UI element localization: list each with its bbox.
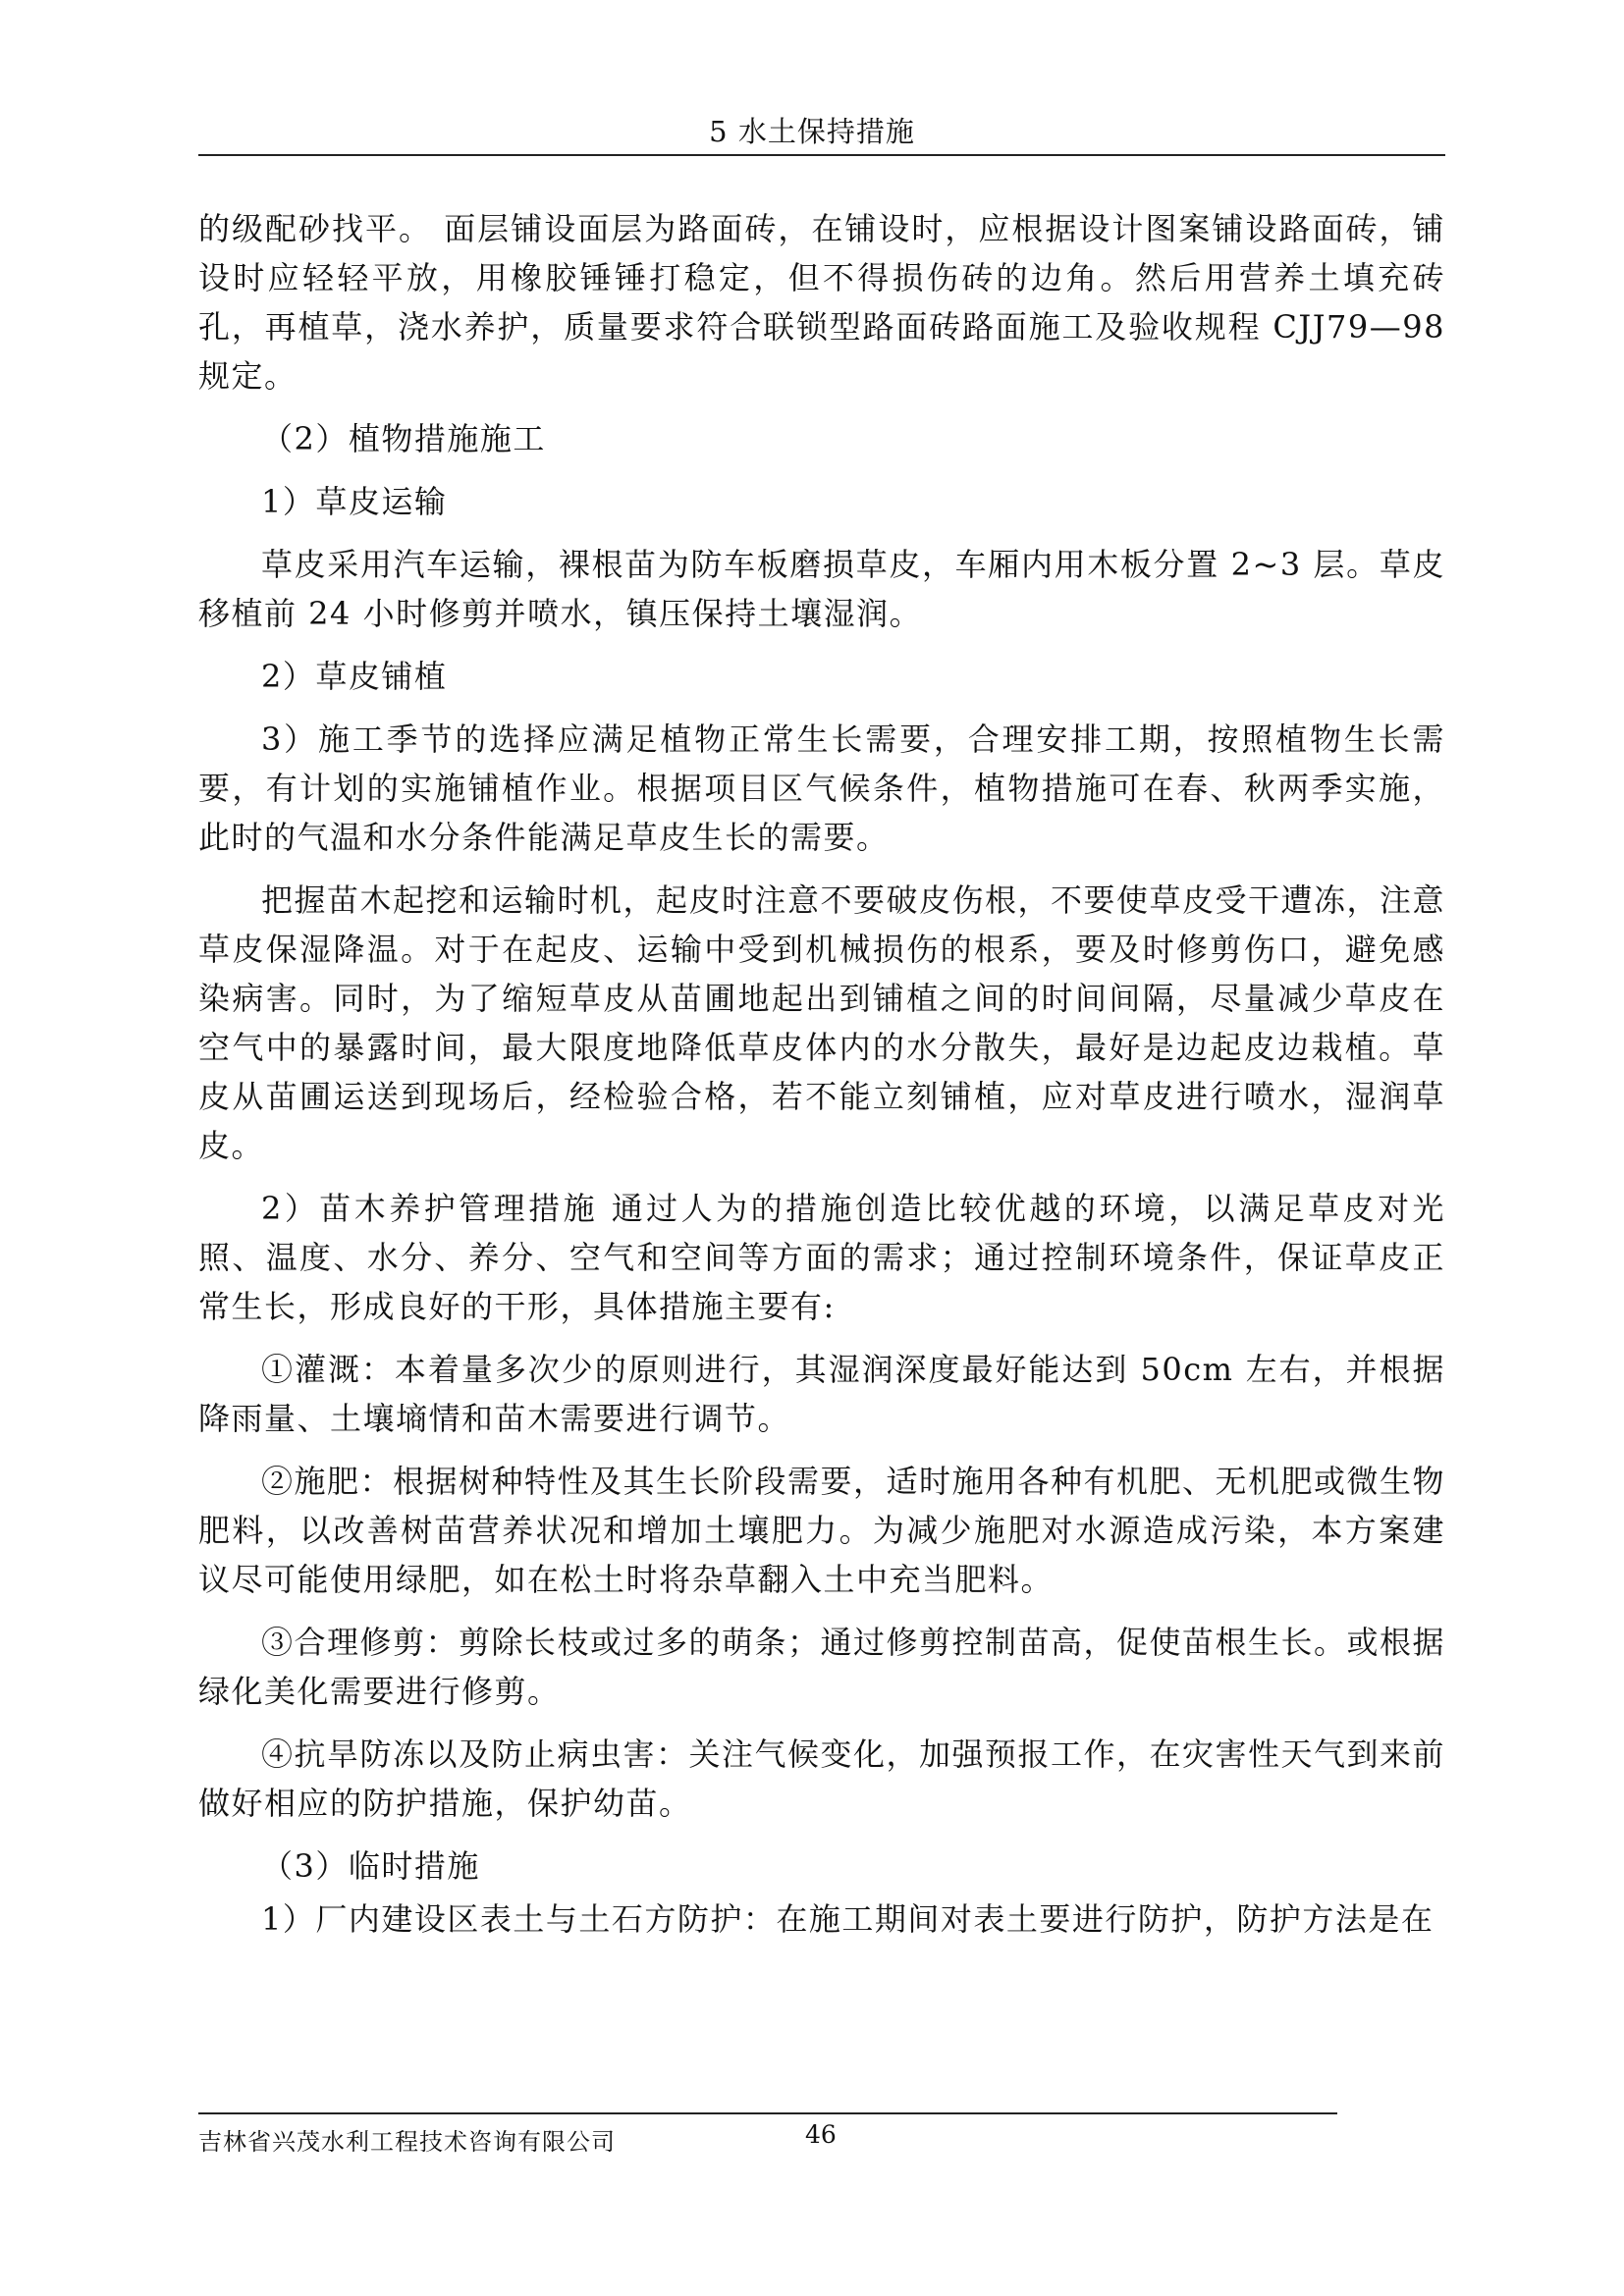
paragraph-digging-timing: 把握苗木起挖和运输时机，起皮时注意不要破皮伤根，不要使草皮受干遭冻，注意草皮保湿降温。对于在起皮、运输中受到机械损伤的根系，要及时修剪伤口，避免感染病害。同时，为了缩短草皮从苗圃地起出到铺植之间的时间间隔，尽量减少草皮在空气中的暴露时间，最大限度地降低草皮体内的水分散失，最好是边起皮边栽植。草皮从苗圃运送到现场后，经检验合格，若不能立刻铺植，应对草皮进行喷水，湿润草皮。 [198,881,1446,1164]
document-body [198,204,1445,1957]
subheading-turf-laying: 2）草皮铺植 [261,658,448,695]
paragraph-paving-surface: 的级配砂找平。 面层铺设面层为路面砖，在铺设时，应根据设计图案铺设路面砖，铺设时应轻轻平放，用橡胶锤锤打稳定，但不得损伤砖的边角。然后用营养土填充砖孔，再植草，浇水养护，质量要求符合联锁型路面砖路面施工及验收规程 CJJ79—98 规定。 [198,210,1445,395]
section-heading-planting: （2）植物措施施工 [261,420,546,457]
page-number: 46 [805,2120,837,2149]
paragraph-fertilizing: ②施肥：根据树种特性及其生长阶段需要，适时施用各种有机肥、无机肥或微生物肥料，以改善树苗营养状况和增加土壤肥力。为减少施肥对水源造成污染，本方案建议尽可能使用绿肥，如在松土时将杂草翻入土中充当肥料。 [198,1463,1446,1598]
paragraph-topsoil-protection: 1）厂内建设区表土与土石方防护：在施工期间对表土要进行防护，防护方法是在 [261,1900,1435,1938]
paragraph-irrigation: ①灌溉：本着量多次少的原则进行，其湿润深度最好能达到 50cm 左右，并根据降雨量、土壤墒情和苗木需要进行调节。 [198,1351,1445,1437]
footer-divider [198,2112,1337,2114]
footer-company-name: 吉林省兴茂水利工程技术咨询有限公司 [198,2128,616,2156]
paragraph-turf-transport: 草皮采用汽车运输，裸根苗为防车板磨损草皮，车厢内用木板分置 2~3 层。草皮移植前 24 小时修剪并喷水，镇压保持土壤湿润。 [198,546,1445,632]
paragraph-pruning: ③合理修剪：剪除长枝或过多的萌条；通过修剪控制苗高，促使苗根生长。或根据绿化美化需要进行修剪。 [198,1624,1446,1710]
paragraph-drought-frost: ④抗旱防冻以及防止病虫害：关注气候变化，加强预报工作，在灾害性天气到来前做好相应的防护措施，保护幼苗。 [198,1735,1446,1822]
running-header-title: 5 水土保持措施 [709,115,915,148]
paragraph-construction-season: 3）施工季节的选择应满足植物正常生长需要，合理安排工期，按照植物生长需要，有计划的实施铺植作业。根据项目区气候条件，植物措施可在春、秋两季实施，此时的气温和水分条件能满足草皮生长的需要。 [198,721,1445,856]
section-heading-temporary: （3）临时措施 [261,1847,480,1885]
subheading-turf-transport: 1）草皮运输 [261,483,448,520]
paragraph-maintenance: 2）苗木养护管理措施 通过人为的措施创造比较优越的环境，以满足草皮对光照、温度、水分、养分、空气和空间等方面的需求；通过控制环境条件，保证草皮正常生长，形成良好的干形，具体措施主要有: [198,1190,1445,1325]
header-divider [198,154,1445,156]
